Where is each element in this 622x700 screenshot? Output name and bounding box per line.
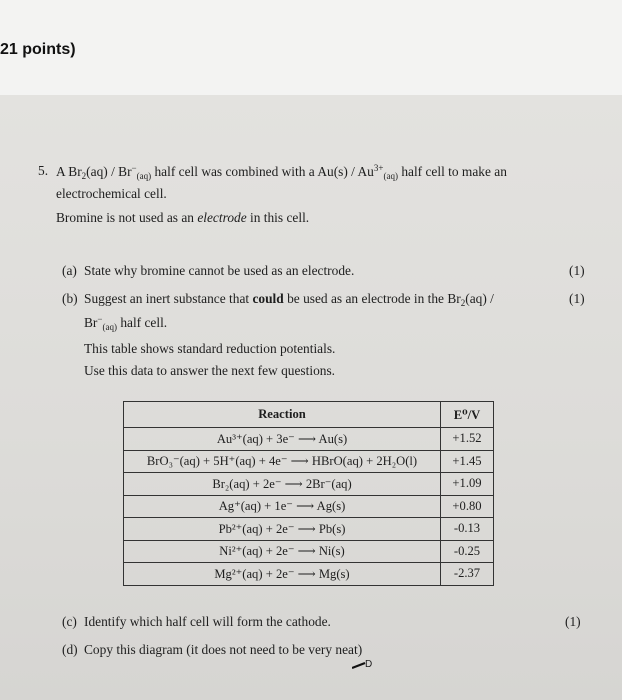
question-b-line2: $Br^-_{(aq)}$ half cell. xyxy=(84,314,168,332)
diagram-label-d: D xyxy=(365,659,373,670)
potential-cell: +1.52 xyxy=(441,428,494,451)
question-a-text: State why bromine cannot be used as an electrode. xyxy=(84,263,355,278)
table-row xyxy=(124,540,494,563)
table-intro-line2: Use this data to answer the next few questions. xyxy=(84,363,336,378)
table-row xyxy=(124,473,494,496)
table-row xyxy=(124,428,494,451)
table-row xyxy=(124,518,494,541)
reaction-cell: Mg²⁺(aq) + 2e⁻ ⟶ Mg(s) xyxy=(124,563,441,586)
question-5-line3: Bromine is not used as an electrode in this cell. xyxy=(56,210,310,225)
question-d-text: Copy this diagram (it does not need to be very neat) xyxy=(84,642,363,657)
question-5-line2: electrochemical cell. xyxy=(56,186,167,201)
question-b-label: (b) xyxy=(62,291,78,306)
question-a-label: (a) xyxy=(62,263,77,278)
reaction-cell: Ni²⁺(aq) + 2e⁻ ⟶ Ni(s) xyxy=(124,540,441,563)
reaction-cell: BrO₃⁻(aq) + 5H⁺(aq) + 4e⁻ ⟶ HBrO(aq) + 2H₂O(l) xyxy=(124,450,441,473)
potential-cell: +1.09 xyxy=(441,473,494,496)
table-row xyxy=(124,495,494,518)
table-row xyxy=(124,450,494,473)
table-row xyxy=(124,563,494,586)
question-5-line1: A $Br_2(aq) / Br^-_{(aq)}$ half cell was combined with a $Au(s) / Au^{3+}_{(aq)}$ half cell to make an xyxy=(56,163,507,181)
question-c-marks: (1) xyxy=(565,614,581,629)
table-header-row xyxy=(124,402,494,428)
header-potential: E⁰/V xyxy=(441,402,494,428)
question-a-marks: (1) xyxy=(569,263,585,278)
score-header xyxy=(0,0,622,95)
reaction-cell: Pb²⁺(aq) + 2e⁻ ⟶ Pb(s) xyxy=(124,518,441,541)
reaction-cell: Au³⁺(aq) + 3e⁻ ⟶ Au(s) xyxy=(124,428,441,451)
reaction-cell: Ag⁺(aq) + 1e⁻ ⟶ Ag(s) xyxy=(124,495,441,518)
reaction-cell: Br₂(aq) + 2e⁻ ⟶ 2Br⁻(aq) xyxy=(124,473,441,496)
potential-cell: +1.45 xyxy=(441,450,494,473)
potential-cell: +0.80 xyxy=(441,495,494,518)
question-b-line1: Suggest an inert substance that could be used as an electrode in the $Br_2(aq)$ / xyxy=(84,291,494,308)
question-d-label: (d) xyxy=(62,642,78,657)
question-c-text: Identify which half cell will form the cathode. xyxy=(84,614,331,629)
question-5-number: 5. xyxy=(38,163,49,178)
reduction-potentials-table xyxy=(123,401,494,586)
potential-cell: -0.25 xyxy=(441,540,494,563)
points-label: 21 points) xyxy=(0,41,76,58)
potential-cell: -2.37 xyxy=(441,563,494,586)
header-reaction: Reaction xyxy=(124,402,441,428)
question-c-label: (c) xyxy=(62,614,77,629)
potential-cell: -0.13 xyxy=(441,518,494,541)
diagram-wire-line xyxy=(352,658,366,670)
table-intro-line1: This table shows standard reduction potentials. xyxy=(84,341,336,356)
question-b-marks: (1) xyxy=(569,291,585,306)
